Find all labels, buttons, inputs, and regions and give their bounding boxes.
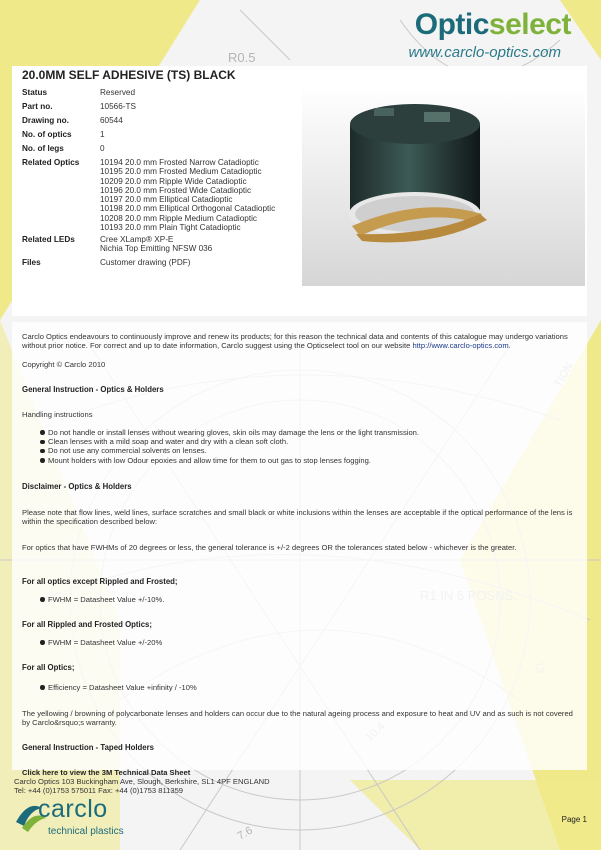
section-heading-all-optics: For all Optics; xyxy=(22,663,75,672)
spec-label: Drawing no. xyxy=(22,116,69,125)
tolerance-paragraph: For optics that have FWHMs of 20 degrees or less, the general tolerance is +/-2 degrees OR the tolerances stated below - whichever is the greater. xyxy=(22,543,517,552)
section-heading-rippled-frosted: For all Rippled and Frosted Optics; xyxy=(22,620,152,629)
customer-drawing-link[interactable]: Customer drawing (PDF) xyxy=(100,258,191,267)
section-bullets xyxy=(40,595,164,604)
spec-value: 10566-TS xyxy=(100,102,136,111)
list-item: FWHM = Datasheet Value +/-10%. xyxy=(40,595,164,604)
general-instruction-heading: General Instruction - Optics & Holders xyxy=(22,385,164,394)
ageing-paragraph: The yellowing / browning of polycarbonate lenses and holders can occur due to the natural ageing process and exposure to heat and UV and as such is not covered by Carclo&rsquo;s warranty. xyxy=(22,709,573,728)
disclaimer-heading: Disclaimer - Optics & Holders xyxy=(22,482,132,491)
related-led-item: Nichia Top Emitting NFSW 036 xyxy=(100,244,213,254)
related-optic-item: 10209 20.0 mm Ripple Wide Catadioptic xyxy=(100,176,247,186)
spec-value: 60544 xyxy=(100,116,123,125)
related-optic-item: 10208 20.0 mm Ripple Medium Catadioptic xyxy=(100,213,258,223)
handling-instructions-subheading: Handling instructions xyxy=(22,410,93,419)
footer-phone: Tel: +44 (0)1753 575011 Fax: +44 (0)1753 811359 xyxy=(14,786,184,795)
disclaimer-paragraph: Please note that flow lines, weld lines, surface scratches and small black or white inclusions within the lenses are acceptable if the optical performance of the lens is within the specification described below: xyxy=(22,508,573,527)
brand-url-link[interactable]: www.carclo-optics.com xyxy=(408,44,561,61)
related-optic-item: 10198 20.0 mm Elliptical Orthogonal Catadioptic xyxy=(100,204,276,214)
spec-label: Related LEDs xyxy=(22,235,75,244)
spec-label: Related Optics xyxy=(22,158,80,167)
section-heading-except-rippled: For all optics except Rippled and Frosted; xyxy=(22,577,178,586)
related-optic-item: 10194 20.0 mm Frosted Narrow Catadioptic xyxy=(100,158,259,167)
related-led-item: Cree XLamp® XP-E xyxy=(100,235,174,244)
page-number: Page 1 xyxy=(561,815,587,824)
list-item: Do not handle or install lenses without wearing gloves, skin oils may damage the lens or the light transmission. xyxy=(40,428,419,437)
footer-address: Carclo Optics 103 Buckingham Ave, Slough, Berkshire, SL1 4PF ENGLAND xyxy=(14,777,270,786)
spec-value: 0 xyxy=(100,144,105,153)
spec-value: 1 xyxy=(100,130,105,139)
spec-label: Status xyxy=(22,88,48,97)
spec-value: Reserved xyxy=(100,88,136,97)
related-leds-list xyxy=(100,235,212,254)
list-item: Mount holders with low Odour epoxies and allow time for them to out gas to stop lenses fogging. xyxy=(40,456,419,465)
drawing-label-76: 7.6 xyxy=(235,824,255,843)
related-optic-item: 10193 20.0 mm Plain Tight Catadioptic xyxy=(100,223,241,233)
handling-bullets xyxy=(40,428,419,465)
carclo-tagline: technical plastics xyxy=(48,826,124,837)
product-title: 20.0MM SELF ADHESIVE (TS) BLACK xyxy=(22,68,236,82)
product-holder-image xyxy=(302,86,585,286)
section-bullets xyxy=(40,683,197,692)
spec-label: Files xyxy=(22,258,41,267)
list-item: Do not use any commercial solvents on lenses. xyxy=(40,446,419,455)
related-optics-list xyxy=(100,158,275,232)
spec-label: No. of legs xyxy=(22,144,64,153)
intro-text: Carclo Optics endeavours to continuously improve and renew its products; for this reason the technical data and contents of this catalogue may undergo variations without prior notice. For correct and up to date information, Carclo suggest using the Opticselect tool on our website xyxy=(22,332,568,351)
related-optic-item: 10197 20.0 mm Elliptical Catadioptic xyxy=(100,195,233,205)
taped-holders-heading: General Instruction - Taped Holders xyxy=(22,743,154,752)
intro-paragraph xyxy=(22,332,574,350)
opticselect-logo[interactable] xyxy=(415,8,571,42)
section-bullets xyxy=(40,638,162,647)
carclo-wordmark: carclo xyxy=(38,795,108,823)
related-optic-item: 10195 20.0 mm Frosted Medium Catadioptic xyxy=(100,167,262,177)
copyright-text: Copyright © Carclo 2010 xyxy=(22,360,106,369)
list-item: FWHM = Datasheet Value +/-20% xyxy=(40,638,162,647)
logo-word-optic: Optic xyxy=(414,8,489,41)
logo-word-select: select xyxy=(488,8,571,41)
list-item: Clean lenses with a mild soap and water and dry with a clean soft cloth. xyxy=(40,437,419,446)
carclo-website-link[interactable]: http://www.carclo-optics.com. xyxy=(412,341,511,351)
related-optic-item: 10196 20.0 mm Frosted Wide Catadioptic xyxy=(100,185,252,195)
drawing-label-r05: R0.5 xyxy=(228,50,256,65)
spec-label: No. of optics xyxy=(22,130,72,139)
tech-data-sheet-link[interactable]: Click here to view the 3M Technical Data Sheet xyxy=(22,768,191,777)
list-item: Efficiency = Datasheet Value +infinity / -10% xyxy=(40,683,197,692)
spec-label: Part no. xyxy=(22,102,53,111)
